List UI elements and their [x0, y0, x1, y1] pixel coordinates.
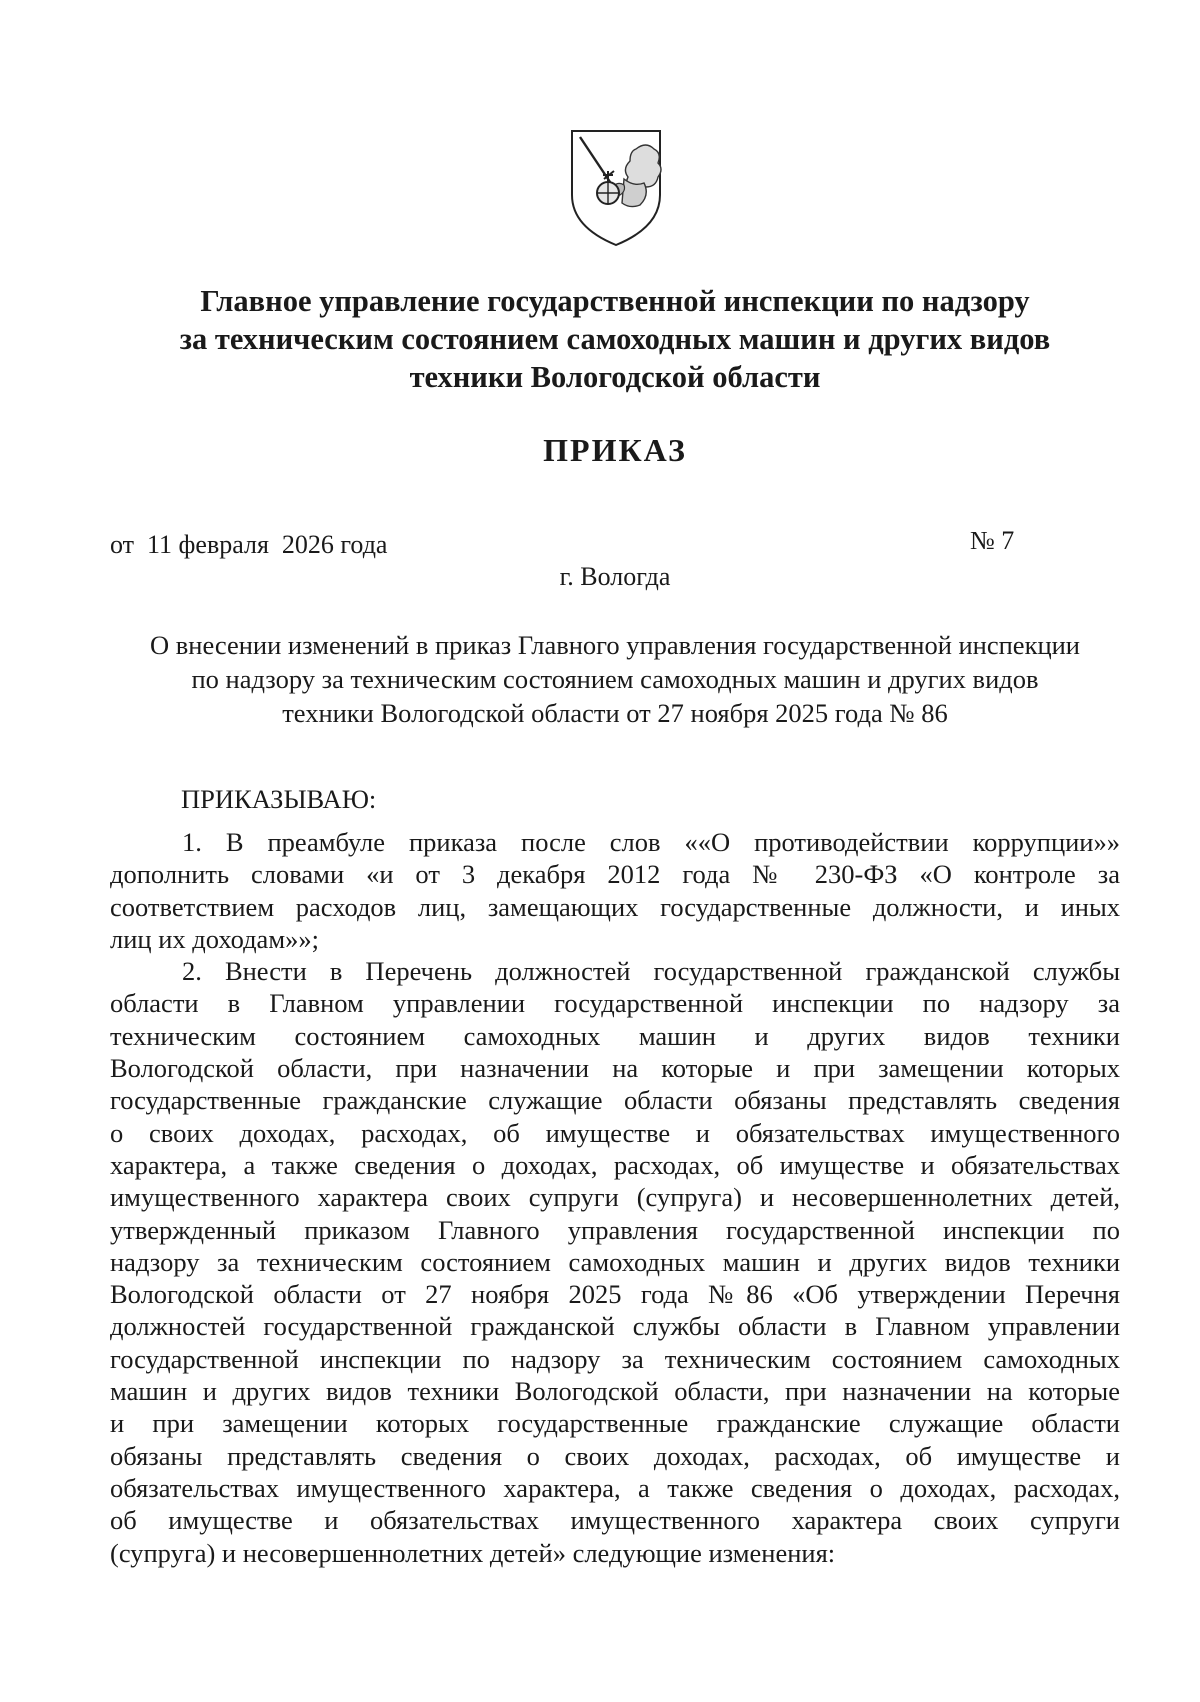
body-line: обязаны представлять сведения о своих доходах, расходах, об имуществе и	[110, 1440, 1120, 1471]
body-line: государственные гражданские служащие области обязаны представлять сведения	[110, 1085, 1120, 1116]
body-line: 2. Внести в Перечень должностей государственной гражданской службы	[182, 956, 1120, 987]
organization-name	[110, 282, 1120, 396]
body-line: машин и других видов техники Вологодской области, при назначении на которые	[110, 1376, 1120, 1407]
order-keyword: ПРИКАЗЫВАЮ:	[181, 784, 377, 814]
paragraph-2	[110, 955, 1120, 1569]
body-line: государственной инспекции по надзору за техническим состоянием самоходных	[110, 1343, 1120, 1374]
body-line: Вологодской области, при назначении на которые и при замещении которых	[110, 1053, 1120, 1084]
subject-line: О внесении изменений в приказ Главного управления государственной инспекции	[150, 630, 1080, 660]
body-line: дополнить словами «и от 3 декабря 2012 года № 230-ФЗ «О контроле за	[110, 859, 1120, 890]
body-line: 1. В преамбуле приказа после слов ««О противодействии коррупции»»	[182, 827, 1120, 857]
organization-name-line: Главное управление государственной инспекции по надзору	[200, 284, 1030, 318]
body-line: обязательствах имущественного характера, а также сведения о доходах, расходах,	[110, 1472, 1120, 1503]
document-subject	[110, 628, 1120, 730]
body-line: должностей государственной гражданской службы области в Главном управлении	[110, 1311, 1120, 1342]
document-date: от 11 февраля 2026 года	[110, 530, 388, 559]
body-line: надзору за техническим состоянием самоходных машин и других видов техники	[110, 1246, 1120, 1277]
document-city: г. Вологда	[559, 562, 671, 591]
body-line: техническим состоянием самоходных машин и других видов техники	[110, 1020, 1120, 1051]
vologda-coat-of-arms-emblem	[566, 127, 666, 249]
body-line: Вологодской области от 27 ноября 2025 года №86 «Об утверждении Перечня	[110, 1279, 1120, 1310]
body-line: имущественного характера своих супруги (супруга) и несовершеннолетних детей,	[110, 1182, 1120, 1213]
document-type-title: ПРИКАЗ	[543, 432, 687, 468]
body-line: и при замещении которых государственные гражданские служащие области	[110, 1408, 1120, 1439]
body-line: утвержденный приказом Главного управления государственной инспекции по	[110, 1214, 1120, 1245]
body-line: (супруга) и несовершеннолетних детей» следующие изменения:	[110, 1537, 836, 1568]
body-line: характера, а также сведения о доходах, расходах, об имуществе и обязательствах	[110, 1149, 1120, 1180]
subject-line: техники Вологодской области от 27 ноября 2025 года № 86	[282, 698, 948, 728]
organization-name-line: за техническим состоянием самоходных машин и других видов	[179, 322, 1051, 356]
document-number: № 7	[970, 526, 1015, 555]
paragraph-1	[110, 826, 1120, 955]
organization-name-line: техники Вологодской области	[409, 360, 821, 394]
body-line: об имуществе и обязательствах имущественного характера своих супруги	[110, 1505, 1120, 1536]
body-line: области в Главном управлении государственной инспекции по надзору за	[110, 988, 1120, 1019]
subject-line: по надзору за техническим состоянием самоходных машин и других видов	[191, 664, 1039, 694]
body-line: лиц их доходам»»;	[110, 923, 319, 954]
body-line: о своих доходах, расходах, об имуществе и обязательствах имущественного	[110, 1117, 1120, 1148]
body-line: соответствием расходов лиц, замещающих государственные должности, и иных	[110, 891, 1120, 922]
document-body	[110, 826, 1120, 1569]
